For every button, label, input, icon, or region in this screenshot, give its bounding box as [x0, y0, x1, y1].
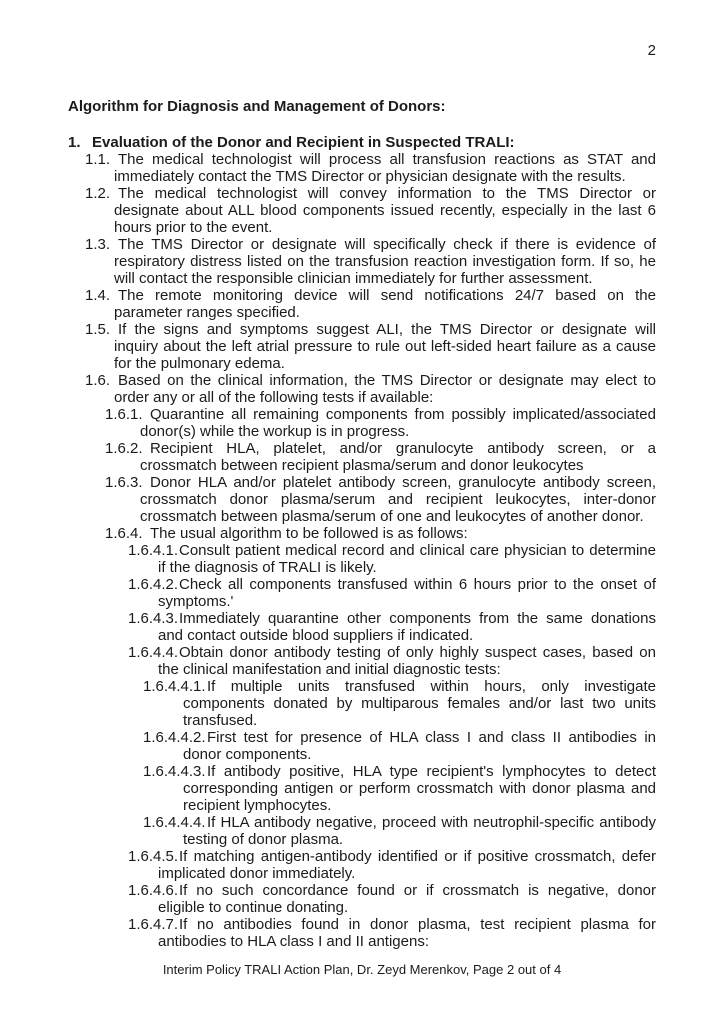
list-item-number: 1.6.4.3.: [128, 610, 179, 627]
list-item-number: 1.1.: [85, 151, 111, 168]
list-item-text: The usual algorithm to be followed is as follows:: [150, 525, 468, 542]
list-item-text: If matching antigen-antibody identified or if positive crossmatch, defer implicated donor immediately.: [158, 848, 656, 882]
list-item: [68, 236, 656, 287]
list-item-text: If the signs and symptoms suggest ALI, the TMS Director or designate will inquiry about the left atrial pressure to rule out left-sided heart failure as a cause for the pulmonary edema.: [114, 321, 656, 372]
page-number: 2: [647, 42, 656, 59]
list-item: [68, 406, 656, 440]
list-item-number: 1.2.: [85, 185, 111, 202]
list-item: [68, 729, 656, 763]
list-item-text: If multiple units transfused within hours, only investigate components donated by multiparous females and/or last two units transfused.: [183, 678, 656, 729]
list-item-text: Evaluation of the Donor and Recipient in Suspected TRALI:: [92, 134, 515, 151]
list-item-number: 1.: [68, 134, 81, 151]
list-item-number: 1.6.4.4.4.: [143, 814, 206, 831]
list-item-text: The remote monitoring device will send notifications 24/7 based on the parameter ranges specified.: [114, 287, 656, 321]
list-item-text: The TMS Director or designate will specifically check if there is evidence of respiratory distress listed on the transfusion reaction investigation form. If so, he will contact the responsible clinician immediately for further assessment.: [114, 236, 656, 287]
list-item-text: Check all components transfused within 6 hours prior to the onset of symptoms.': [158, 576, 656, 610]
list-item: [68, 151, 656, 185]
list-item-text: If antibody positive, HLA type recipient's lymphocytes to detect corresponding antigen or perform crossmatch with donor plasma and recipient lymphocytes.: [183, 763, 656, 814]
page-footer: Interim Policy TRALI Action Plan, Dr. Zeyd Merenkov, Page 2 out of 4: [162, 962, 562, 977]
list-item-number: 1.6.4.1.: [128, 542, 179, 559]
list-item-number: 1.6.1.: [105, 406, 143, 423]
list-item: [68, 610, 656, 644]
list-item: [68, 525, 656, 542]
list-item-number: 1.6.4.4.3.: [143, 763, 206, 780]
list-item-text: Recipient HLA, platelet, and/or granulocyte antibody screen, or a crossmatch between recipient plasma/serum and donor leukocytes: [140, 440, 656, 474]
list-item-number: 1.6.4.6.: [128, 882, 179, 899]
list-item-text: Obtain donor antibody testing of only highly suspect cases, based on the clinical manifestation and initial diagnostic tests:: [158, 644, 656, 678]
list-item-text: If no such concordance found or if crossmatch is negative, donor eligible to continue donating.: [158, 882, 656, 916]
list-item-number: 1.6.: [85, 372, 111, 389]
list-item-number: 1.6.4.4.1.: [143, 678, 206, 695]
list-item: [68, 372, 656, 406]
list-item: [68, 134, 656, 151]
list-item-text: Immediately quarantine other components from the same donations and contact outside blood suppliers if indicated.: [158, 610, 656, 644]
list-item-number: 1.6.4.: [105, 525, 143, 542]
list-item-text: The medical technologist will convey information to the TMS Director or designate about ALL blood components issued recently, especially in the last 6 hours prior to the event.: [114, 185, 656, 236]
list-item-text: If no antibodies found in donor plasma, test recipient plasma for antibodies to HLA class I and II antigens:: [158, 916, 656, 950]
list-item: [68, 882, 656, 916]
list-item: [68, 440, 656, 474]
list-item-number: 1.6.4.7.: [128, 916, 179, 933]
list-item-text: Based on the clinical information, the TMS Director or designate may elect to order any or all of the following tests if available:: [114, 372, 656, 406]
list-item: [68, 287, 656, 321]
list-item: [68, 185, 656, 236]
list-item-number: 1.6.4.2.: [128, 576, 179, 593]
list-item: [68, 763, 656, 814]
list-item-text: If HLA antibody negative, proceed with neutrophil-specific antibody testing of donor plasma.: [183, 814, 656, 848]
list-item-number: 1.3.: [85, 236, 111, 253]
list-item-number: 1.6.4.5.: [128, 848, 179, 865]
list-item: [68, 678, 656, 729]
list-item-number: 1.6.3.: [105, 474, 143, 491]
list-item: [68, 644, 656, 678]
list-item-text: First test for presence of HLA class I and class II antibodies in donor components.: [183, 729, 656, 763]
list-item-text: Consult patient medical record and clinical care physician to determine if the diagnosis of TRALI is likely.: [158, 542, 656, 576]
document-title: Algorithm for Diagnosis and Management of Donors:: [68, 98, 446, 115]
list-item-text: The medical technologist will process all transfusion reactions as STAT and immediately contact the TMS Director or physician designate with the results.: [114, 151, 656, 185]
list-item: [68, 814, 656, 848]
list-item-number: 1.6.2.: [105, 440, 143, 457]
list-item: [68, 321, 656, 372]
list-item: [68, 576, 656, 610]
list-item: [68, 474, 656, 525]
list-item-number: 1.5.: [85, 321, 111, 338]
numbered-list: [68, 134, 656, 950]
list-item-number: 1.6.4.4.: [128, 644, 179, 661]
list-item-number: 1.6.4.4.2.: [143, 729, 206, 746]
list-item: [68, 848, 656, 882]
list-item-text: Donor HLA and/or platelet antibody screen, granulocyte antibody screen, crossmatch donor plasma/serum and recipient leukocytes, inter-donor crossmatch between plasma/serum of one and leukocytes of another donor.: [140, 474, 656, 525]
list-item: [68, 916, 656, 950]
list-item-number: 1.4.: [85, 287, 111, 304]
list-item: [68, 542, 656, 576]
list-item-text: Quarantine all remaining components from possibly implicated/associated donor(s) while the workup is in progress.: [140, 406, 656, 440]
